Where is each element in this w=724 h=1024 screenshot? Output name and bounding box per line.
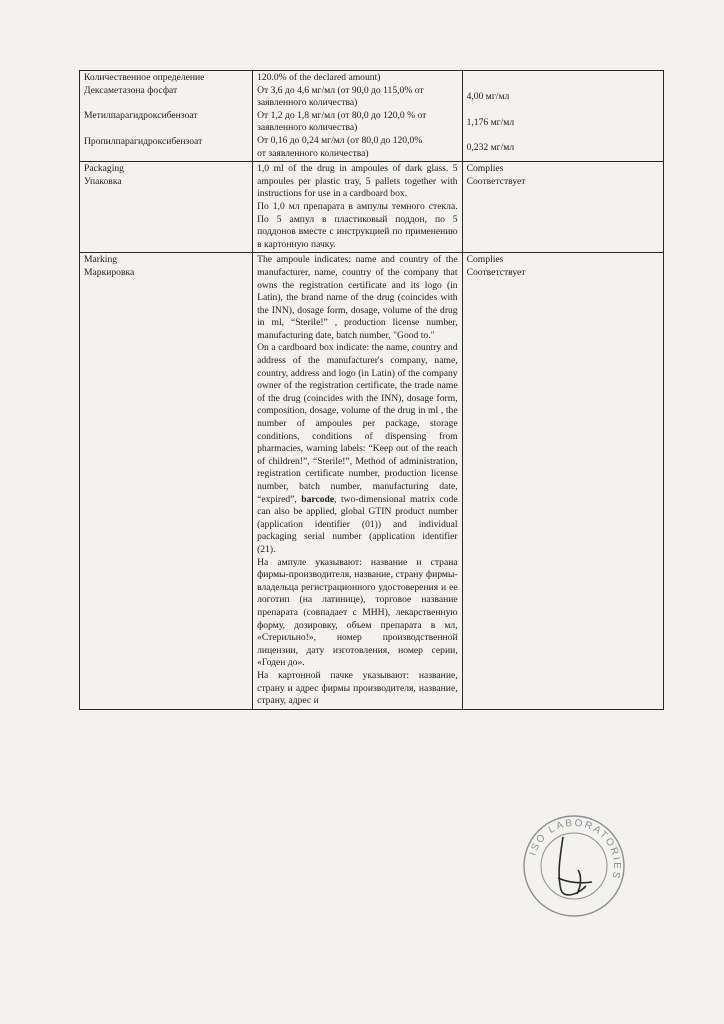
parameter-name-en: Packaging	[84, 163, 124, 175]
spec-text: От 1,2 до 1,8 мг/мл (от 80,0 до 120,0 % от	[257, 109, 427, 121]
parameter-name-ru: Упаковка	[84, 175, 122, 187]
result-value: 1,176 мг/мл	[466, 116, 515, 128]
spec-text-en: The ampoule indicates: name and country of the manufacturer, name, country of the company that owns the registration certificate and its logo (in Latin), the brand name of the drug (coincides with the INN), dosage form, dosage, volume of the drug in ml, “Sterile!” , production license number, manufacturing date, batch number, "Good to."	[257, 254, 458, 341]
substance-name: Дексаметазона фосфат	[84, 84, 178, 96]
parameter-cell	[80, 253, 253, 709]
spec-text-ru: По 1,0 мл препарата в ампулы темного стекла. По 5 ампул в пластиковый поддон, по 5 поддонов вместе с инструкцией по применению в картонную пачку.	[257, 200, 458, 250]
spec-text-ru: На ампуле указывают: название и страна фирмы-производителя, название, страну фирмы-владельца регистрационного удостоверения и ее логотип (на латинице), торговое название препарата (совпадает с МНН), лекарственную форму, дозировку, объем препарата в мл, «Стерильно!», номер производственной лицензии, дату изготовления, номер серии, «Годен до».	[257, 556, 458, 669]
specification-cell	[253, 162, 463, 253]
spec-text: От 3,6 до 4,6 мг/мл (от 90,0 до 115,0% от	[257, 84, 424, 96]
specification-cell	[253, 71, 463, 162]
spec-text: 120.0% of the declared amount)	[257, 72, 381, 83]
spec-text-part: On a cardboard box indicate: the name, country and address of the manufacturer's company, name, country, address and logo (in Latin) of the company owner of the registration certificate, the trade name of the drug (coincides with the INN), dosage form, composition, dosage, volume of the drug in ml , the number of ampoules per package, storage conditions, conditions of dispensing from pharmacies, warning labels: “Keep out of the reach of children!”, “Sterile!”, Method of administration, registration certificate number, production license number, batch number, manufacturing date, “expired”,	[257, 342, 458, 505]
substance-name: Пропилпарагидроксибензоат	[84, 135, 203, 147]
barcode-term: barcode	[301, 493, 335, 505]
parameter-cell	[80, 162, 253, 253]
spec-text-part: , two-dimensional matrix code can also be applied, global GTIN product number (application identifier (01)) and individual packaging serial number (application identifier (21).	[257, 493, 458, 555]
parameter-name-ru: Маркировка	[84, 266, 135, 278]
specification-cell	[253, 253, 463, 709]
result-value: 4,00 мг/мл	[466, 91, 510, 102]
parameter-name: Количественное определение	[84, 72, 205, 83]
table-row-marking	[80, 253, 664, 709]
svg-text:ISO LABORATORIES: ISO LABORATORIES	[527, 817, 623, 882]
substance-name: Метилпарагидроксибензоат	[84, 110, 198, 122]
company-seal	[520, 812, 628, 920]
spec-text: заявленного количества)	[257, 97, 358, 109]
specification-table	[79, 70, 664, 710]
result-cell	[462, 253, 663, 709]
table-row-assay	[80, 71, 664, 162]
result-cell	[462, 71, 663, 162]
table-row-packaging	[80, 162, 664, 253]
result-ru: Соответствует	[466, 175, 526, 187]
parameter-name-en: Marking	[84, 254, 118, 266]
result-ru: Соответствует	[466, 266, 526, 278]
parameter-cell	[80, 71, 253, 162]
spec-text-en	[257, 342, 458, 556]
result-value: 0,232 мг/мл	[466, 142, 515, 154]
spec-text-ru: На картонной пачке указывают: название, страну и адрес фирмы производителя, название, страну, адрес и	[257, 669, 458, 707]
spec-text: заявленного количества)	[257, 122, 358, 134]
result-en: Complies	[466, 254, 504, 266]
result-en: Complies	[466, 163, 504, 175]
spec-text-en: 1,0 ml of the drug in ampoules of dark glass. 5 ampoules per plastic tray, 5 pallets together with instructions for use in a cardboard box.	[257, 163, 458, 200]
result-cell	[462, 162, 663, 253]
spec-text: от заявленного количества)	[257, 147, 369, 159]
spec-text: От 0,16 до 0,24 мг/мл (от 80,0 до 120,0%	[257, 134, 423, 146]
